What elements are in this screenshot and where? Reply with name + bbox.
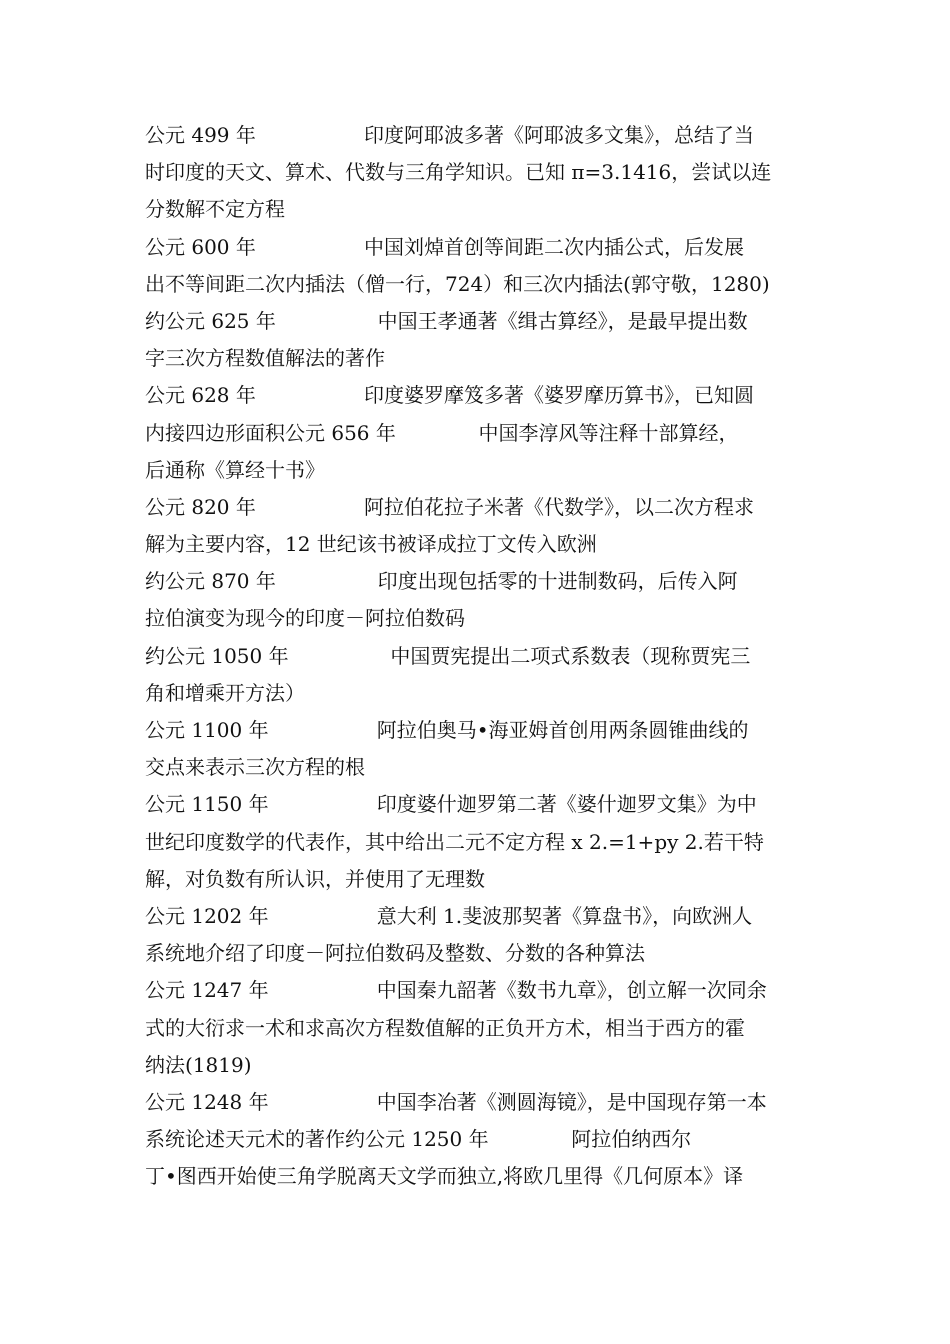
text-line-3: 分数解不定方程	[145, 197, 285, 222]
text-line-14: 拉伯演变为现今的印度－阿拉伯数码	[145, 606, 465, 631]
text-line-2: 时印度的天文、算术、代数与三角学知识。已知 π=3.1416，尝试以连	[145, 160, 772, 185]
text-line-26: 纳法(1819)	[145, 1052, 252, 1077]
text-line-22: 公元 1202 年 意大利 1.斐波那契著《算盘书》，向欧洲人	[145, 903, 753, 928]
text-line-24: 公元 1247 年 中国秦九韶著《数书九章》，创立解一次同余	[145, 978, 767, 1003]
text-line-27: 公元 1248 年 中国李冶著《测圆海镜》，是中国现存第一本	[145, 1089, 767, 1114]
text-line-7: 字三次方程数值解法的著作	[145, 346, 385, 371]
text-line-6: 约公元 625 年 中国王孝通著《缉古算经》，是最早提出数	[145, 308, 748, 333]
text-line-11: 公元 820 年 阿拉伯花拉子米著《代数学》，以二次方程求	[145, 494, 754, 519]
text-line-29: 丁•图西开始使三角学脱离天文学而独立,将欧几里得《几何原本》译	[145, 1164, 744, 1189]
text-line-19: 公元 1150 年 印度婆什迦罗第二著《婆什迦罗文集》为中	[145, 792, 757, 817]
text-line-16: 角和增乘开方法）	[145, 680, 305, 705]
text-line-23: 系统地介绍了印度－阿拉伯数码及整数、分数的各种算法	[145, 941, 645, 966]
text-line-21: 解，对负数有所认识，并使用了无理数	[145, 866, 485, 891]
text-line-13: 约公元 870 年 印度出现包括零的十进制数码，后传入阿	[145, 569, 738, 594]
body-text	[145, 117, 810, 1195]
text-line-5: 出不等间距二次内插法（僧一行，724）和三次内插法(郭守敬，1280)	[145, 271, 770, 296]
text-line-8: 公元 628 年 印度婆罗摩笈多著《婆罗摩历算书》，已知圆	[145, 383, 754, 408]
text-line-28: 系统论述天元术的著作约公元 1250 年 阿拉伯纳西尔	[145, 1127, 692, 1152]
text-line-15: 约公元 1050 年 中国贾宪提出二项式系数表（现称贾宪三	[145, 643, 751, 668]
text-line-9: 内接四边形面积公元 656 年 中国李淳风等注释十部算经，	[145, 420, 739, 445]
text-line-25: 式的大衍求一术和求高次方程数值解的正负开方术，相当于西方的霍	[145, 1015, 745, 1040]
text-line-12: 解为主要内容，12 世纪该书被译成拉丁文传入欧洲	[145, 532, 597, 557]
text-line-1: 公元 499 年 印度阿耶波多著《阿耶波多文集》，总结了当	[145, 123, 754, 147]
text-line-4: 公元 600 年 中国刘焯首创等间距二次内插公式，后发展	[145, 234, 744, 259]
text-line-17: 公元 1100 年 阿拉伯奥马•海亚姆首创用两条圆锥曲线的	[145, 718, 749, 742]
text-line-20: 世纪印度数学的代表作，其中给出二元不定方程 x 2.=1+py 2.若干特	[145, 829, 764, 854]
text-line-10: 后通称《算经十书》	[145, 457, 325, 482]
text-line-18: 交点来表示三次方程的根	[145, 755, 365, 780]
